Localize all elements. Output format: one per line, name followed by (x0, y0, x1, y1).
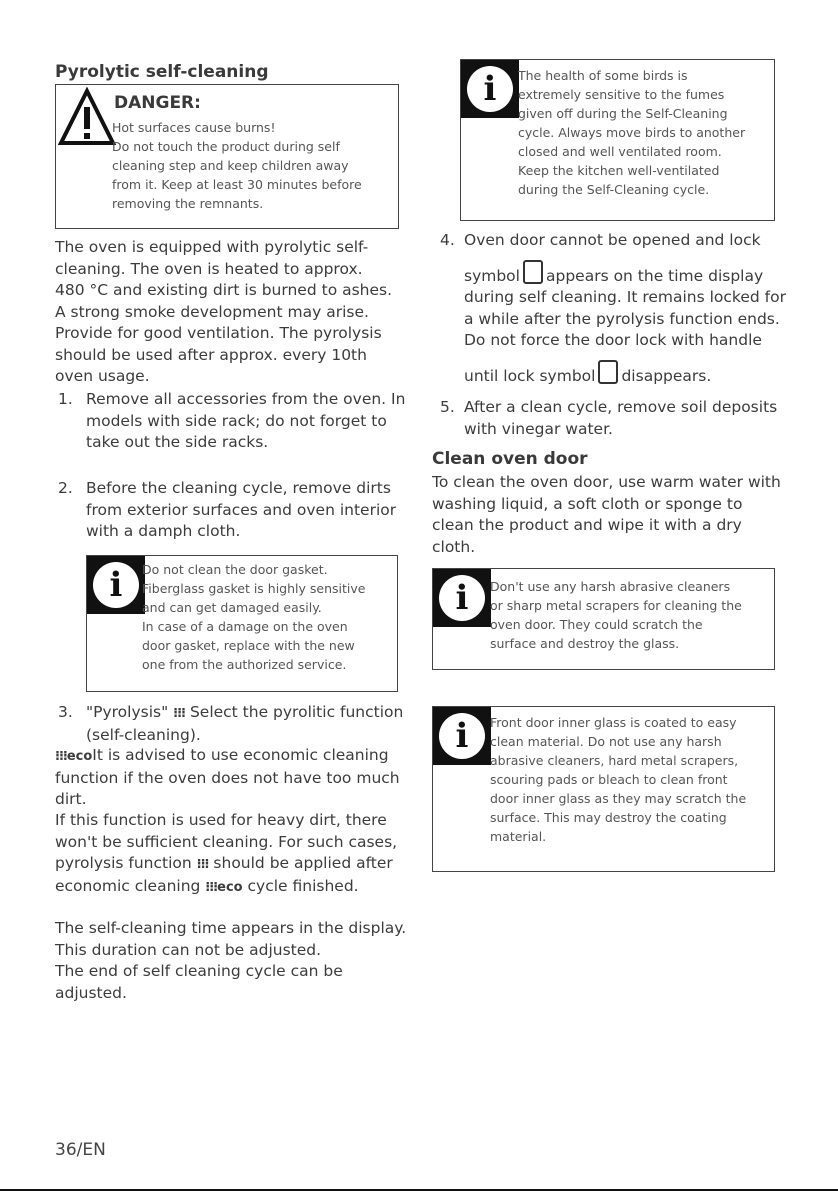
eco-pyrolysis-icon: ⁝⁝⁝ (55, 749, 67, 764)
door-paragraph: To clean the oven door, use warm water with washing liquid, a soft cloth or sponge to clean the product and wipe it with a dry cloth. (432, 473, 781, 556)
danger-title: DANGER: (114, 93, 201, 113)
step-number: 3. (58, 703, 73, 721)
intro-paragraph: The oven is equipped with pyrolytic self- cleaning. The oven is heated to approx. 480 °C and existing dirt is burned to ashes. A strong smoke development may arise. Provide for good ventilation. The pyrolysis should be used after approx. every 10th oven usage. (55, 238, 393, 385)
time-paragraph: The self-cleaning time appears in the display. This duration can not be adjusted. The end of self cleaning cycle can be adjusted. (55, 919, 407, 1002)
pyrolysis-icon: ⁝⁝⁝ (196, 857, 209, 872)
info-box-harsh-cleaners: i Don't use any harsh abrasive cleaners or sharp metal scrapers for cleaning the oven door. They could scratch the surface and destroy the glass. (432, 568, 775, 670)
info-box-birds: i The health of some birds is extremely sensitive to the fumes given off during the Self-Cleaning cycle. Always move birds to another closed and well ventilated room. Keep the kitchen well-ventilated during the Self-Cleaning cycle. (460, 59, 775, 221)
section-heading-pyrolytic: Pyrolytic self-cleaning (55, 62, 269, 82)
eco-label: eco (66, 749, 93, 764)
page-number: 36/EN (55, 1140, 106, 1160)
info-icon: i (461, 60, 519, 118)
danger-box (55, 84, 399, 229)
step-number: 1. (58, 390, 73, 408)
warning-triangle-icon (58, 87, 116, 147)
heavy-dirt-paragraph: If this function is used for heavy dirt, there won't be sufficient cleaning. For such cases, pyrolysis function ⁝⁝⁝ should be applied after economic cleaning ⁝⁝⁝eco cycle finished. (55, 811, 398, 895)
info-icon: i (433, 707, 491, 765)
lock-icon (523, 260, 543, 284)
step-number: 5. (440, 398, 455, 416)
pyrolysis-icon: ⁝⁝⁝ (173, 706, 185, 721)
eco-paragraph: ⁝⁝⁝ecoIt is advised to use economic cleaning function if the oven does not have too much dirt. (55, 746, 400, 808)
info-icon: i (87, 556, 145, 614)
info-box-inner-glass: i Front door inner glass is coated to easy clean material. Do not use any harsh abrasive cleaners, hard metal scrapers, scouring pads or bleach to clean front door inner glass as they may scratch the surface. This may destroy the coating material. (432, 706, 775, 872)
info-icon: i (433, 569, 491, 627)
step-number: 4. (440, 231, 455, 249)
section-heading-clean-door: Clean oven door (432, 449, 588, 469)
info-box-gasket: i Do not clean the door gasket. Fiberglass gasket is highly sensitive and can get damaged easily. In case of a damage on the oven door gasket, replace with the new one from the authorized service. (86, 555, 398, 692)
danger-text: Hot surfaces cause burns! Do not touch the product during self cleaning step and keep children away from it. Keep at least 30 minutes before removing the remnants. (112, 120, 362, 211)
step-number: 2. (58, 479, 73, 497)
eco-pyrolysis-icon: ⁝⁝⁝ (205, 879, 218, 895)
lock-icon (598, 360, 618, 384)
